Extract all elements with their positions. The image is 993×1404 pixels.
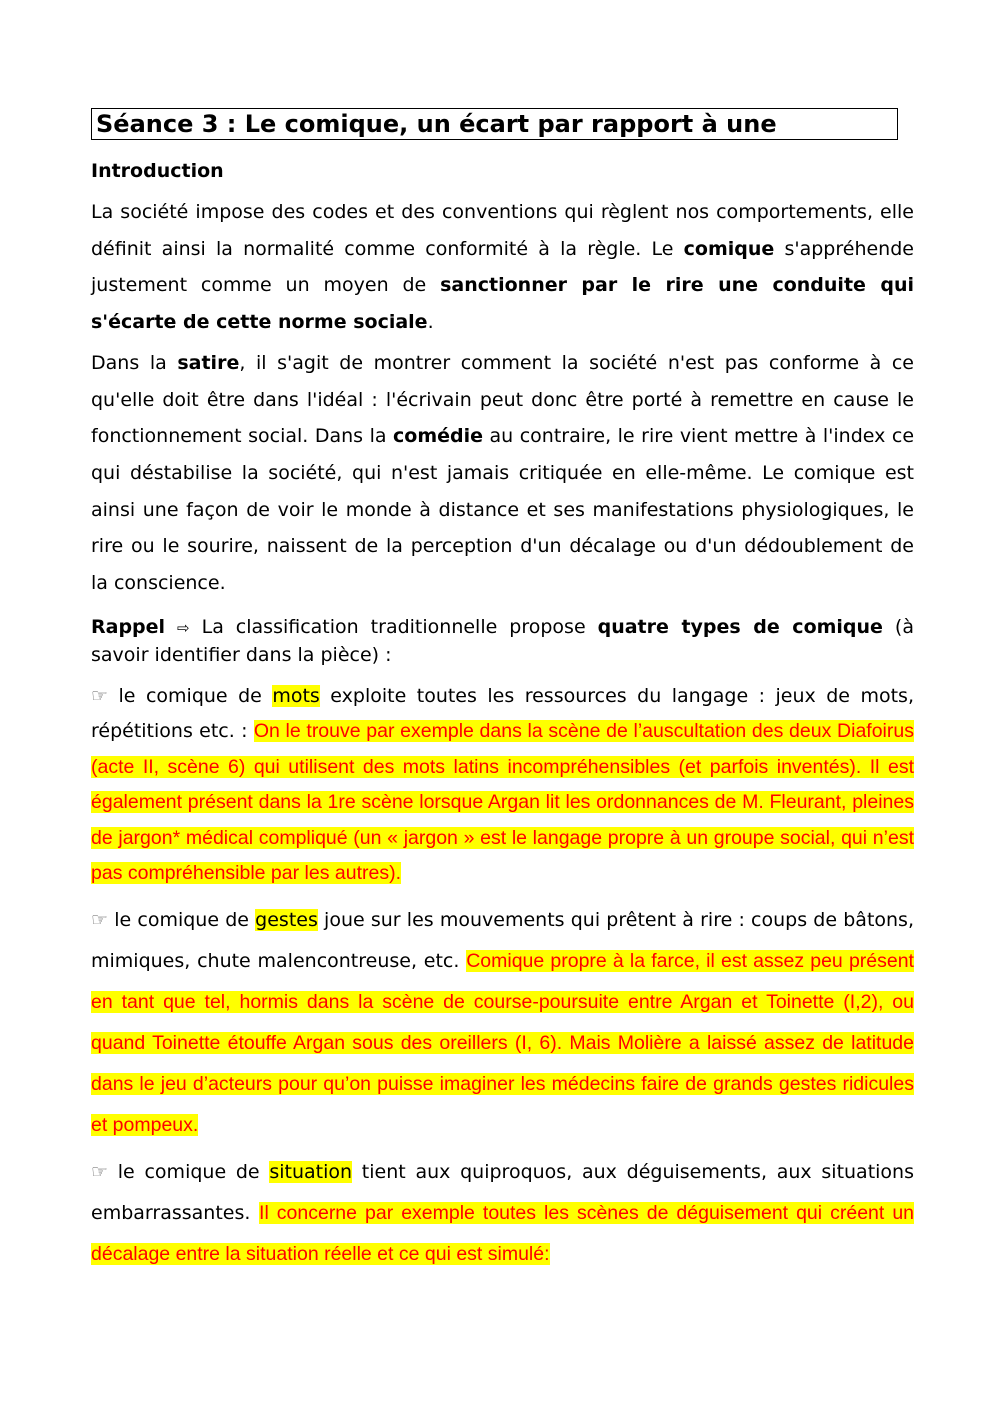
text: Dans la bbox=[91, 351, 178, 374]
highlighted-example-gestes: Comique propre à la farce, il est assez peu présent en tant que tel, hormis dans la scène de course-poursuite entre Argan et Toinette (I,2), ou quand Toinette étouffe Argan sous des oreillers (I, 6). Mais Molière a laissé assez de latitude dans le jeu d’acteurs pour qu’on puisse imaginer les médecins faire de grands gestes ridicules et pompeux. bbox=[91, 949, 914, 1136]
text: . bbox=[427, 311, 434, 334]
pointing-hand-icon: ☞ bbox=[91, 1160, 109, 1183]
text: joue sur les mouvements qui prêtent à rire : coups de bâtons, mimiques, chute malencontreuse, etc. bbox=[91, 908, 914, 972]
highlighted-example-situation: Il concerne par exemple toutes les scènes de déguisement qui créent un décalage entre la situation réelle et ce qui est simulé: bbox=[91, 1201, 915, 1265]
text: s'appréhende justement comme un moyen de bbox=[91, 237, 914, 297]
comique-gestes-paragraph bbox=[91, 900, 914, 1146]
comique-situation-paragraph bbox=[91, 1152, 914, 1275]
text: tient aux quiproquos, aux déguisements, aux situations embarrassantes. bbox=[91, 1160, 914, 1224]
arrow-right-icon: ⇨ bbox=[177, 618, 190, 637]
text: La société impose des codes et des conventions qui règlent nos comportements, elle définit ainsi la normalité comme conformité à la règle. Le bbox=[91, 201, 914, 260]
keyword-gestes: gestes bbox=[255, 908, 318, 931]
bold-comedie: comédie bbox=[393, 425, 484, 448]
intro-paragraph-1 bbox=[91, 194, 914, 341]
text: , il s'agit de montrer comment la société n'est pas conforme à ce qu'elle doit être dans l'idéal : l'écrivain peut donc être porté à remettre en cause le fonctionnement social. Dans la bbox=[91, 351, 915, 448]
title-box bbox=[91, 108, 898, 140]
text: (à savoir identifier dans la pièce) : bbox=[91, 615, 914, 666]
rappel-label: Rappel bbox=[91, 615, 166, 638]
bold-sanction: sanctionner par le rire une conduite qui s'écarte de cette norme sociale bbox=[91, 274, 914, 334]
bold-quatre-types: quatre types de comique bbox=[597, 615, 883, 638]
text: La classification traditionnelle propose bbox=[189, 615, 598, 638]
pointing-hand-icon: ☞ bbox=[91, 908, 109, 931]
comique-mots-paragraph bbox=[91, 679, 914, 892]
text: exploite toutes les ressources du langage : jeux de mots, répétitions etc. : bbox=[91, 684, 914, 743]
page-title: Séance 3 : Le comique, un écart par rapport à une bbox=[96, 110, 777, 138]
introduction-heading: Introduction bbox=[91, 160, 224, 182]
keyword-situation: situation bbox=[269, 1160, 353, 1183]
bold-comique: comique bbox=[683, 237, 775, 260]
text: le comique de bbox=[108, 1160, 270, 1183]
text: le comique de bbox=[108, 684, 273, 707]
bold-satire: satire bbox=[177, 351, 240, 374]
rappel-paragraph bbox=[91, 614, 914, 669]
pointing-hand-icon: ☞ bbox=[91, 684, 109, 707]
highlighted-example-mots: On le trouve par exemple dans la scène de l’auscultation des deux Diafoirus (acte II, scène 6) qui utilisent des mots latins incompréhensibles (et parfois inventés). Il est également présent dans la 1re scène lorsque Argan lit les ordonnances de M. Fleurant, pleines de jargon* médical compliqué (un « jargon » est le langage propre à un groupe social, qui n’est pas compréhensible par les autres). bbox=[91, 720, 914, 885]
intro-paragraph-2 bbox=[91, 345, 914, 602]
text: le comique de bbox=[108, 908, 256, 931]
document-page bbox=[91, 108, 914, 1275]
keyword-mots: mots bbox=[272, 684, 320, 707]
text: au contraire, le rire vient mettre à l'index ce qui déstabilise la société, qui n'est jamais critiquée en elle-même. Le comique est ainsi une façon de voir le monde à distance et ses manifestations physiologiques, le rire ou le sourire, naissent de la perception d'un décalage ou d'un dédoublement de la conscience. bbox=[91, 425, 915, 595]
